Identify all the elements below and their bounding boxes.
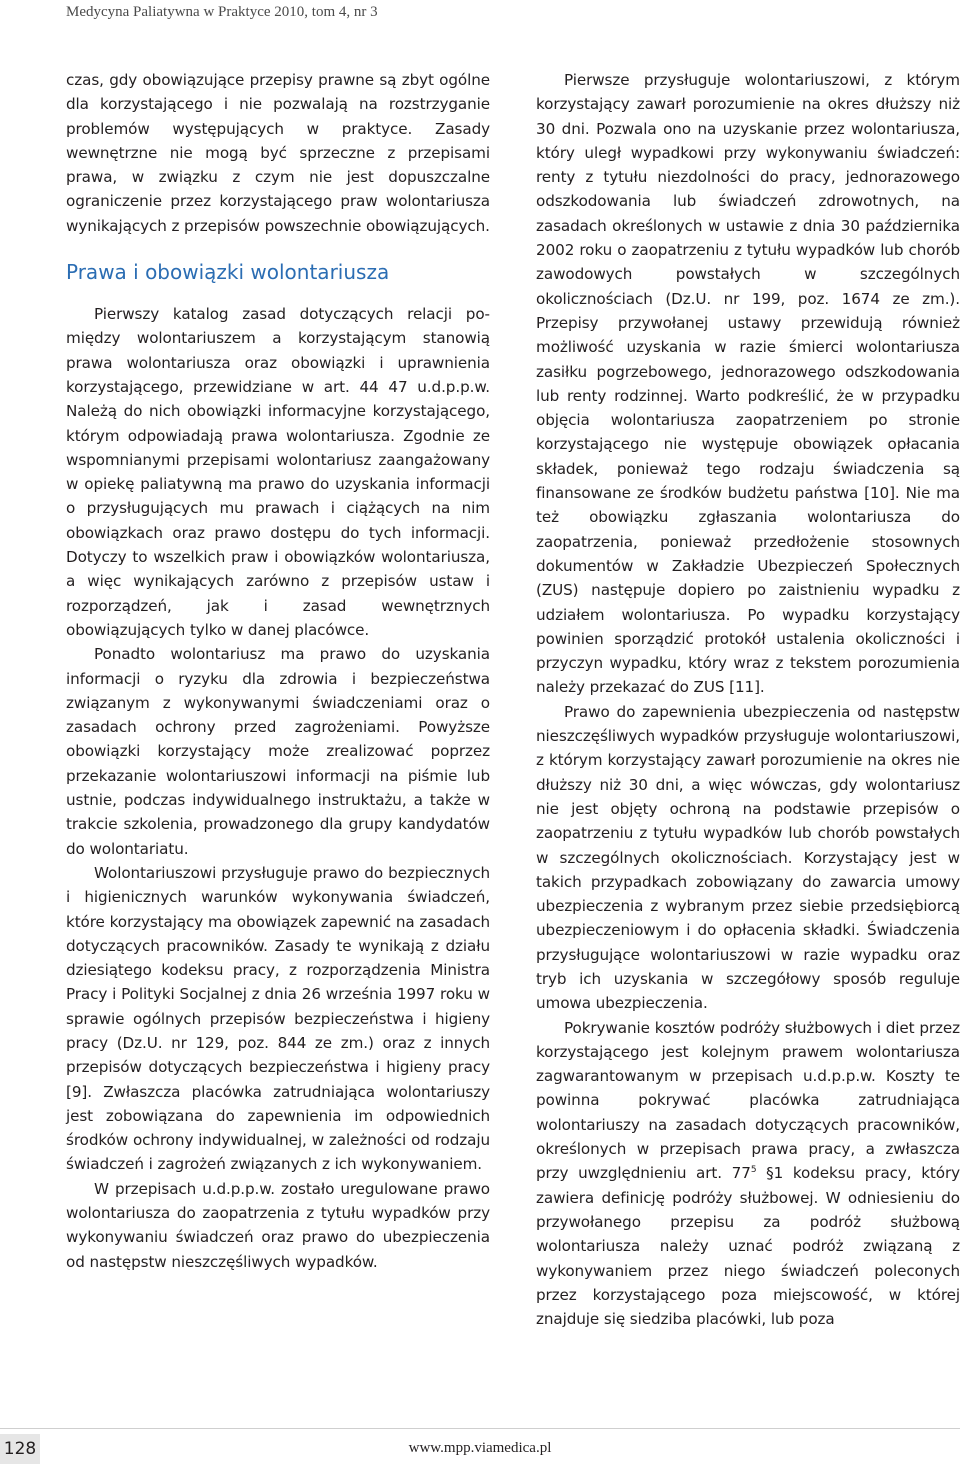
footer-divider (0, 1428, 960, 1429)
left-column (66, 68, 490, 1274)
right-column (536, 68, 960, 1331)
paragraph: Wolontariuszowi przysługuje prawo do bezpiecznych i higienicznych warunków wykonywania świadczeń, które korzystający ma obowiązek zapewnić na zasadach dotyczących pracowników. Zasady te wynikają z działu dziesiątego kodeksu pracy, z rozporządzenia Ministra Pracy i Polityki Socjalnej z dnia 26 września 1997 roku w sprawie ogólnych przepisów bezpieczeństwa i higieny pracy (Dz.U. nr 129, poz. 844 ze zm.) oraz z innych przepisów dotyczących bezpieczeństwa i higieny pracy [9]. Zwłaszcza placówka zatrudniająca wolontariuszy jest zobowiązana do zapewnienia im odpowiednich środków ochrony indywidualnej, w zależności od rodzaju świadczeń i zagrożeń związanych z ich wykonywaniem. (66, 863, 490, 1174)
page-number: 128 (0, 1434, 40, 1464)
paragraph: Pierwsze przysługuje wolontariuszowi, z którym korzystający zawarł porozumienie na okres dłuższy niż 30 dni. Pozwala ono na uzyskanie przez wolontariusza, który uległ wypadkowi przy wykonywaniu świadczeń: renty z tytułu niezdolności do pracy, jednorazowego odszkodowania lub świadczeń zdrowotnych, na zasadach określonych w ustawie z dnia 30 października 2002 roku o zaopatrzeniu z tytułu wypadków lub chorób zawodowych powstałych w szczególnych okolicznościach (Dz.U. nr 199, poz. 1674 ze zm.). Przepisy przywołanej ustawy przewidują również możliwość uzyskania w razie śmierci wolontariusza zasiłku pogrzebowego, jednorazowego odszkodowania lub renty rodzinnej. Warto podkreślić, że w przypadku objęcia wolontariusza zaopatrzeniem po stronie korzystającego nie występuje obowiązek opłacania składek, ponieważ tego rodzaju świadczenia są finansowane ze środków budżetu państwa [10]. Nie ma też obowiązku zgłaszania wolontariusza do zaopatrzenia, ponieważ przedłożenie stosownych dokumentów w Zakładzie Ubezpieczeń Społecznych (ZUS) następuje dopiero po zaistnieniu wypadku z udziałem wolontariusza. Po wypadku korzystający powinien sporządzić protokół ustalenia okoliczności i przyczyn wypadku, który wraz z tekstem porozumienia należy przekazać do ZUS [11]. (536, 71, 960, 697)
paragraph-text: Pokrywanie kosztów podróży służbowych i diet przez korzystającego jest kolejnym prawem wolontariusza zagwarantowanym w przepisach u.d.p.p.w. Koszty te powinna pokrywać placówka zatrudniająca wolontariuszy na zasadach dotyczących pracowników, określonych w przepisach prawa pracy, a zwłaszcza przy uwzględnieniu art. 77 (536, 1018, 960, 1183)
paragraph: czas, gdy obowiązujące przepisy prawne są zbyt ogólne dla korzystającego i nie pozwalają na rozstrzyganie problemów występujących w praktyce. Zasady wewnętrzne nie mogą być sprzeczne z przepisami prawa, w związku z czym nie jest dopuszczalne ograniczenie przez korzystającego praw wolontariusza wynikających z przepisów powszechnie obowiązujących. (66, 71, 490, 235)
paragraph-text: §1 kodeksu pracy, który zawiera definicję podróży służbowej. W odniesieniu do przywołanego przepisu za podróż służbową wolontariusza należy uznać podróż związaną z wykonywaniem przez niego świadczeń poleconych przez korzystającego poza miejscowość, w której znajduje się siedziba placówki, lub poza (536, 1164, 960, 1329)
paragraph: W przepisach u.d.p.p.w. zostało uregulowane prawo wolontariusza do zaopatrzenia z tytułu wypadków przy wykonywaniu świadczeń oraz prawo do ubezpieczenia od następstw nieszczęśliwych wypadków. (66, 1179, 490, 1271)
paragraph: Prawo do zapewnienia ubezpieczenia od następstw nieszczęśliwych wypadków przysługuje wolontariuszowi, z którym korzystający zawarł porozumienie na okres nie dłuższy niż 30 dni, a więc wówczas, gdy wolontariusz nie jest objęty ochroną na podstawie przepisów o zaopatrzeniu z tytułu wypadków lub chorób powstałych w szczególnych okolicznościach. Korzystający jest w takich przypadkach zobowiązany do zawarcia umowy ubezpieczenia z wybranym przez siebie przedsiębiorcą ubezpieczeniowym i do opłacenia składki. Świadczenia przysługujące wolontariuszowi w razie wypadku oraz tryb ich uzyskania w szczegółowy sposób reguluje umowa ubezpieczenia. (536, 702, 960, 1013)
footer-url[interactable]: www.mpp.viamedica.pl (408, 1440, 552, 1456)
paragraph: Ponadto wolontariusz ma prawo do uzyskania informacji o ryzyku dla zdrowia i bezpieczeństwa związanym z wykonywanymi świadczeniami oraz o zasadach ochrony przed zagrożeniami. Powyższe obowiązki korzystający może zrealizować poprzez przekazanie wolontariuszowi informacji na piśmie lub ustnie, podczas indywidualnego instruktażu, a także w trakcie szkolenia, prowadzonego dla grupy kandydatów do wolontariatu. (66, 645, 490, 858)
journal-header: Medycyna Paliatywna w Praktyce 2010, tom 4, nr 3 (66, 4, 378, 20)
section-heading: Prawa i obowiązki wolontariusza (66, 260, 390, 285)
paragraph: Pierwszy katalog zasad dotyczących relacji pomiędzy wolontariuszem a korzystającym stanowią prawa wolontariusza oraz obowiązki i uprawnienia korzystającego, przewidziane w art. 44 47 u.d.p.p.w. Należą do nich obowiązki informacyjne korzystającego, którym odpowiadają prawa wolontariusza. Zgodnie ze wspomnianymi przepisami wolontariusz zaangażowany w opiekę paliatywną ma prawo do uzyskania informacji o przysługujących mu prawach i ciążących na nim obowiązkach oraz prawo dostępu do tych informacji. Dotyczy to wszelkich praw i obowiązków wolontariusza, a więc wynikających zarówno z przepisów ustaw i rozporządzeń, jak i zasad wewnętrznych obowiązujących tylko w danej placówce. (66, 305, 490, 639)
paragraph-with-superscript (536, 1016, 960, 1332)
superscript: 5 (750, 1165, 757, 1176)
